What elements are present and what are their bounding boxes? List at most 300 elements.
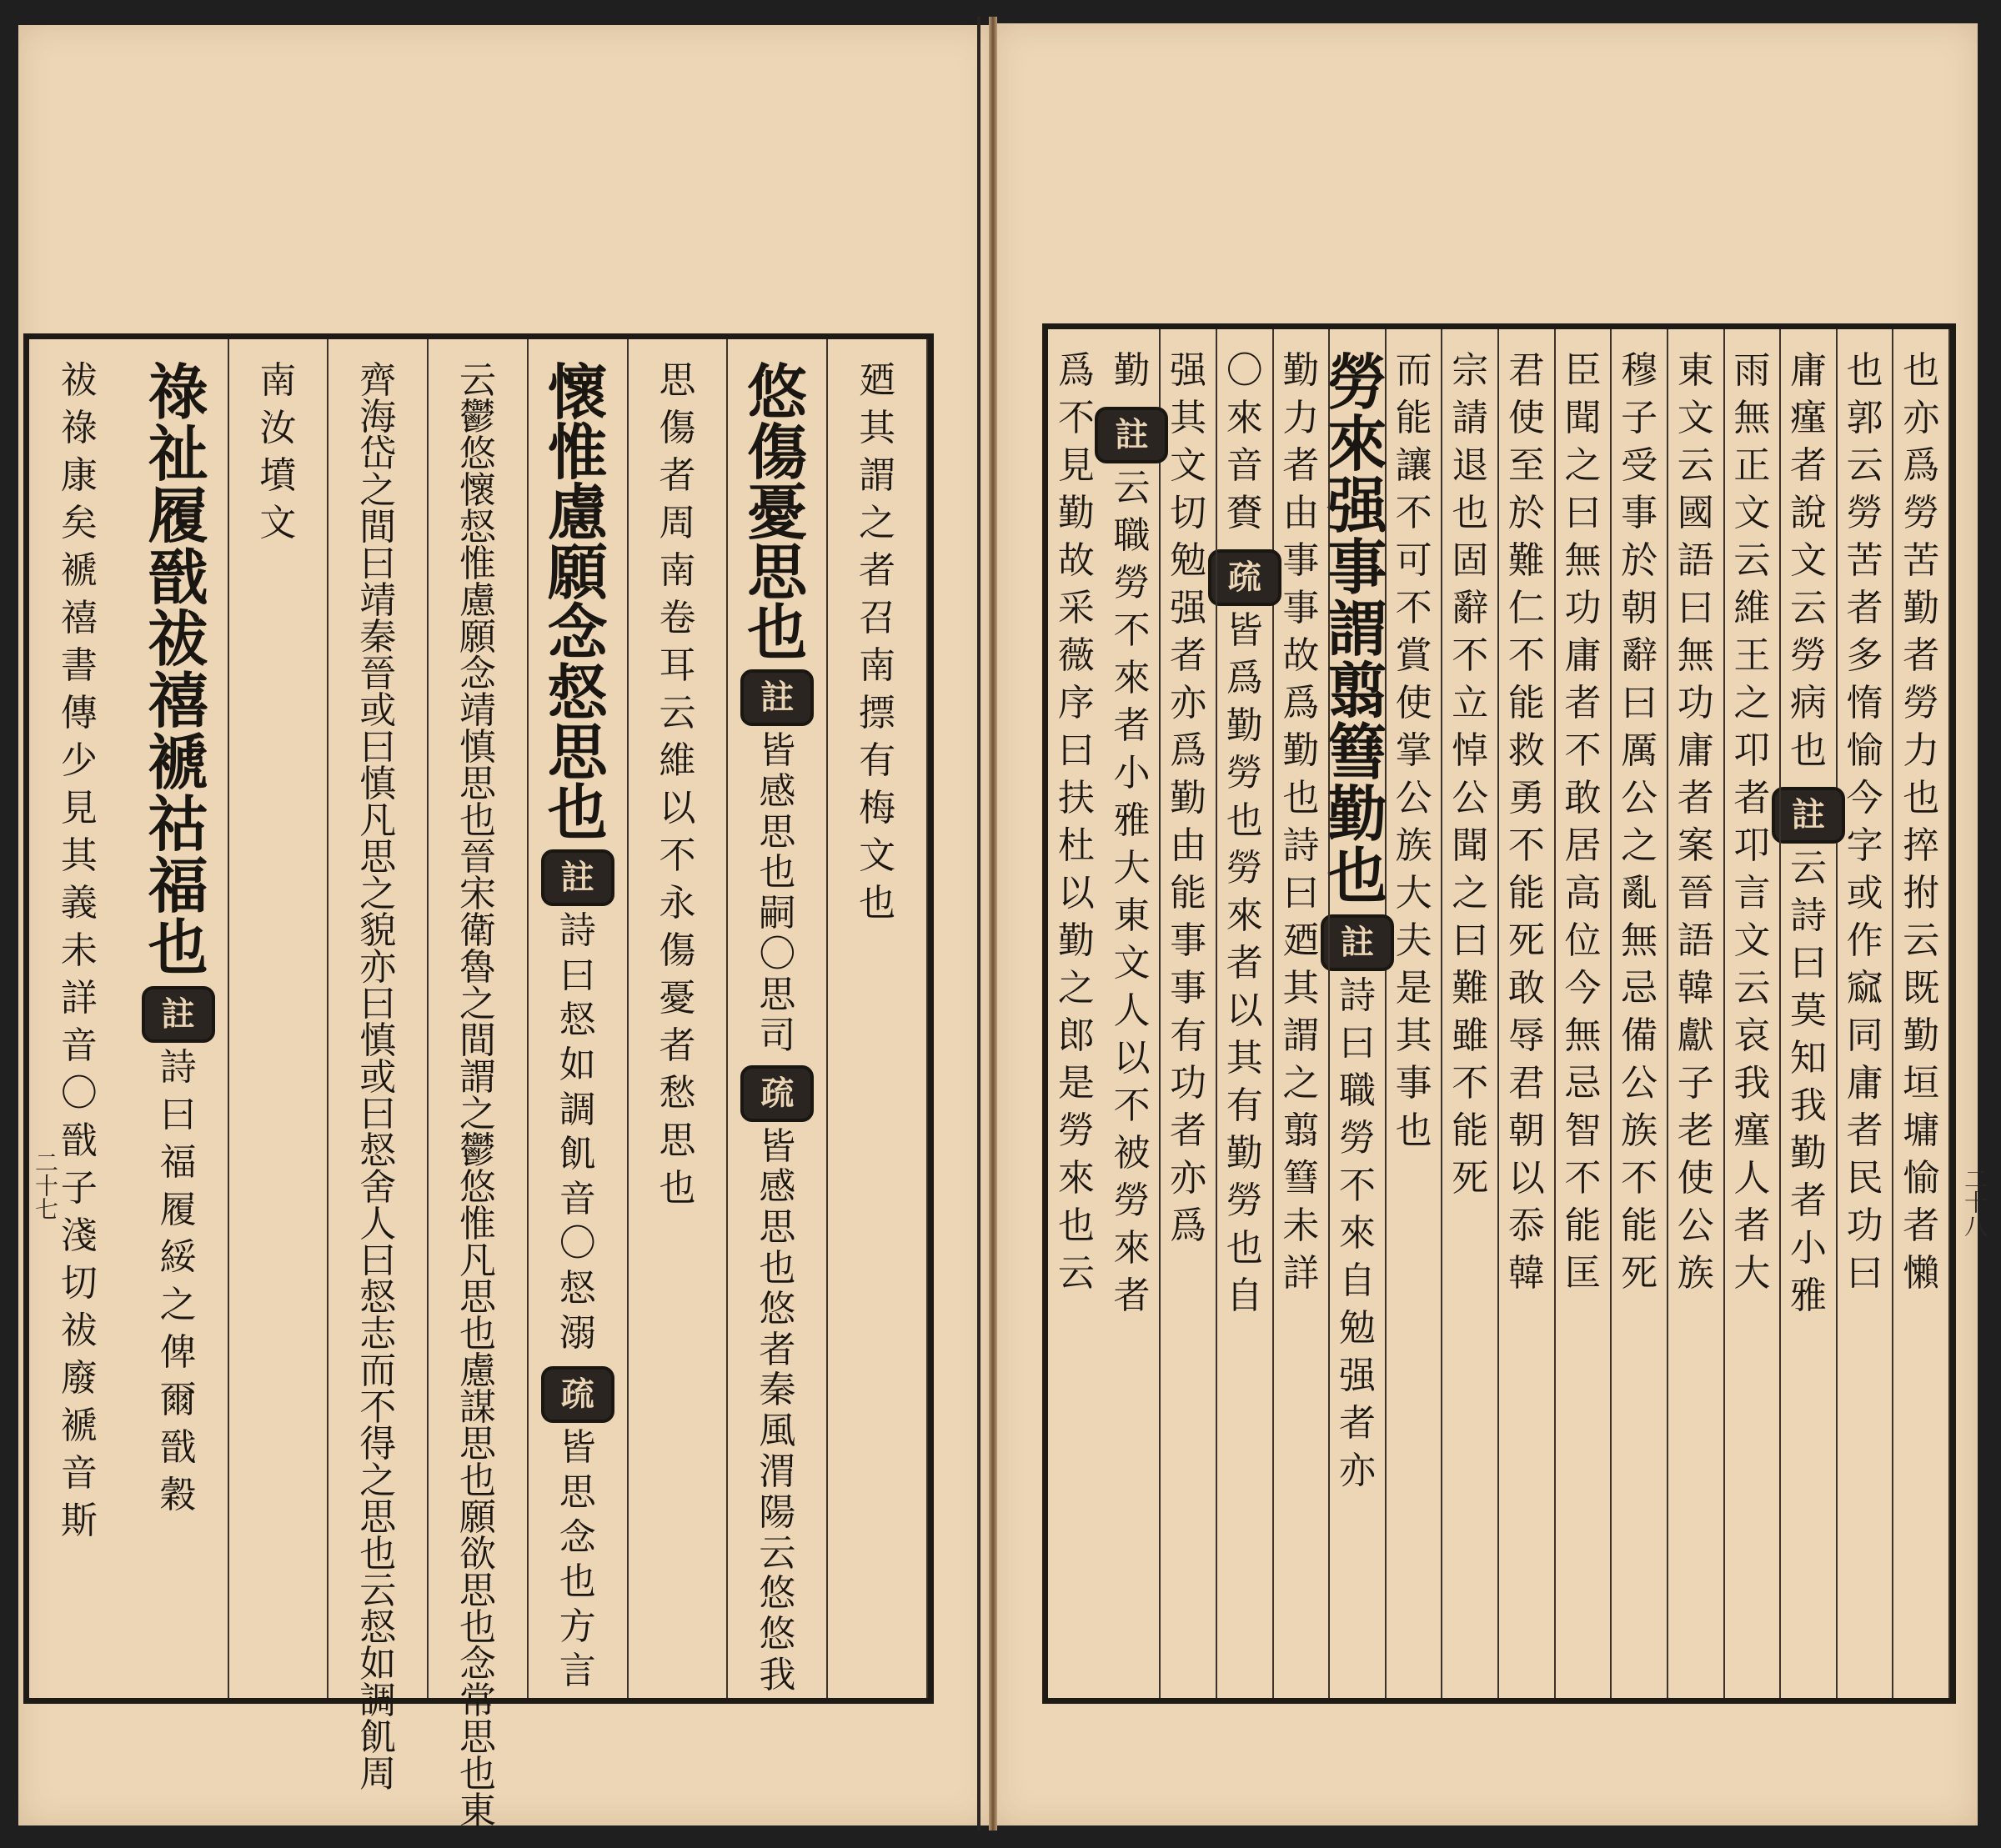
glyph: 思 (459, 1423, 496, 1465)
glyph: 間 (359, 506, 397, 548)
glyph: 者 (1226, 942, 1263, 984)
glyph: 未 (60, 929, 98, 972)
glyph: 之 (1452, 872, 1489, 914)
glyph: 篲 (1282, 1157, 1320, 1199)
glyph: 懶 (1903, 1252, 1940, 1295)
glyph: 功 (1170, 1062, 1207, 1104)
glyph: 也 (1057, 1204, 1095, 1247)
glyph: 能 (1170, 872, 1207, 914)
glyph: 爲 (1170, 1204, 1207, 1247)
glyph: 公 (1452, 777, 1489, 819)
glyph: 見 (1057, 444, 1095, 487)
glyph: 惟 (459, 543, 496, 585)
glyph: 小 (1789, 1227, 1827, 1270)
glyph: 云 (459, 359, 496, 402)
glyph: 曰 (1564, 492, 1602, 534)
glyph: 扶 (1057, 777, 1095, 819)
glyph: 小 (1113, 752, 1151, 794)
glyph: 是 (1057, 1062, 1095, 1104)
glyph: 〇 (1226, 349, 1263, 392)
glyph: 思 (459, 763, 496, 805)
glyph: 曰 (1677, 587, 1714, 629)
glyph: 强 (1170, 587, 1207, 629)
glyph: 雖 (1452, 1014, 1489, 1057)
glyph: 康 (60, 454, 98, 497)
glyph: 語 (1677, 539, 1714, 582)
glyph: 舍 (359, 1166, 397, 1209)
glyph: 戩 (60, 1119, 98, 1162)
glyph: 思 (459, 1276, 496, 1319)
glyph: 間 (459, 1019, 496, 1062)
text-column (1217, 329, 1274, 1698)
glyph: 或 (359, 689, 397, 732)
glyph: 有 (859, 739, 896, 782)
glyph: 勤 (1226, 1132, 1263, 1174)
glyph: 公 (1621, 777, 1658, 819)
glyph: 惄 (359, 1606, 397, 1649)
glyph: 也 (547, 777, 608, 848)
glyph: 得 (359, 1423, 397, 1465)
glyph: 之 (1564, 444, 1602, 487)
glyph: 方 (559, 1605, 596, 1648)
glyph: 惟 (547, 417, 608, 488)
glyph: 也 (1903, 777, 1940, 819)
glyph: 亦 (359, 946, 397, 989)
glyph: 謂 (1326, 593, 1387, 664)
glyph: 職 (1338, 1069, 1376, 1112)
glyph: 思 (547, 717, 608, 788)
glyph: 者 (1903, 634, 1940, 677)
glyph: 之 (1282, 1062, 1320, 1104)
glyph: 不 (1395, 492, 1432, 534)
glyph: 墳 (259, 454, 297, 497)
glyph: 庸 (1677, 729, 1714, 772)
text-column (1326, 329, 1387, 1698)
glyph: 之 (1621, 824, 1658, 867)
glyph: 勞 (1057, 1109, 1095, 1152)
glyph: 謂 (459, 1056, 496, 1099)
glyph: 大 (1733, 1252, 1771, 1295)
glyph: 大 (1395, 872, 1432, 914)
glyph: 曰 (359, 726, 397, 769)
glyph: 慮 (459, 579, 496, 622)
glyph: 嗣 (759, 892, 796, 935)
glyph: 不 (1621, 1157, 1658, 1199)
glyph: 作 (1846, 919, 1883, 962)
glyph: 老 (1677, 1109, 1714, 1152)
glyph: 郎 (1057, 1014, 1095, 1057)
glyph: 也 (459, 1753, 496, 1795)
glyph: 也 (1846, 349, 1883, 392)
glyph: 云 (1789, 847, 1827, 889)
glyph: 云 (1903, 919, 1940, 962)
glyph: 廼 (859, 359, 896, 402)
glyph: 亂 (1621, 872, 1658, 914)
subcommentary-marker: 疏 (541, 1366, 614, 1423)
glyph: 勞 (1903, 682, 1940, 724)
glyph: 不 (1452, 634, 1489, 677)
glyph: 君 (1507, 349, 1545, 392)
glyph: 功 (1564, 587, 1602, 629)
glyph: 敢 (1507, 967, 1545, 1009)
glyph: 詩 (1338, 974, 1376, 1017)
glyph: 云 (1733, 539, 1771, 582)
glyph: 祿 (60, 407, 98, 449)
glyph: 死 (1621, 1252, 1658, 1295)
glyph: 晉 (1677, 872, 1714, 914)
glyph: 勤 (1282, 729, 1320, 772)
glyph: 救 (1507, 729, 1545, 772)
glyph: 無 (1621, 919, 1658, 962)
glyph: 其 (60, 834, 98, 877)
glyph: 勤 (1903, 1014, 1940, 1057)
glyph: 是 (1395, 967, 1432, 1009)
glyph: 祓 (60, 1310, 98, 1352)
glyph: 者 (1338, 1402, 1376, 1445)
book-spine (989, 17, 997, 1830)
subcommentary-marker: 疏 (740, 1065, 814, 1122)
glyph: 爲 (1903, 444, 1940, 487)
glyph: 捽 (1903, 824, 1940, 867)
glyph: 人 (1733, 1157, 1771, 1199)
glyph: 卷 (659, 597, 696, 639)
glyph: 祿 (148, 357, 208, 428)
glyph: 者 (1564, 682, 1602, 724)
glyph: 由 (1170, 824, 1207, 867)
glyph: 多 (1846, 634, 1883, 677)
glyph: 念 (559, 1515, 596, 1559)
glyph: 曰 (359, 1093, 397, 1135)
glyph: 也 (1395, 1109, 1432, 1152)
glyph: 有 (1170, 1014, 1207, 1057)
glyph: 文 (859, 834, 896, 877)
glyph: 杜 (1057, 824, 1095, 867)
glyph: 曰 (359, 543, 397, 585)
glyph: 之 (159, 1284, 197, 1326)
glyph: 惄 (359, 1276, 397, 1319)
text-column (429, 339, 529, 1832)
glyph: 淺 (60, 1214, 98, 1257)
glyph: 云 (1677, 444, 1714, 487)
glyph: 晉 (459, 836, 496, 879)
glyph: 穀 (159, 1474, 197, 1516)
glyph: 音 (1226, 444, 1263, 487)
commentary-marker: 註 (142, 986, 215, 1043)
glyph: 愉 (1846, 729, 1883, 772)
text-column (828, 339, 928, 1698)
glyph: 願 (459, 1496, 496, 1539)
glyph: 念 (459, 653, 496, 695)
glyph: 於 (1621, 539, 1658, 582)
glyph: 來 (1338, 1212, 1376, 1255)
glyph: 卭 (1733, 824, 1771, 867)
glyph: 辱 (1507, 1014, 1545, 1057)
glyph: 慎 (359, 1019, 397, 1062)
glyph: 之 (359, 1460, 397, 1502)
glyph: 拊 (1903, 872, 1940, 914)
glyph: 可 (1395, 539, 1432, 582)
right-text-frame (1042, 323, 1956, 1704)
glyph: 不 (359, 1386, 397, 1429)
glyph: 之 (459, 1093, 496, 1135)
text-column (328, 339, 429, 1795)
glyph: 能 (1507, 682, 1545, 724)
text-column (1499, 329, 1556, 1698)
glyph: 思 (359, 836, 397, 879)
glyph: 亦 (1170, 1157, 1207, 1199)
glyph: 如 (559, 1043, 596, 1086)
text-column (129, 339, 229, 1698)
glyph: 爲 (1057, 349, 1095, 392)
glyph: 也 (759, 1246, 796, 1290)
glyph: 也 (659, 1167, 696, 1209)
glyph: 祓 (60, 359, 98, 402)
glyph: 請 (1452, 397, 1489, 439)
glyph: 讓 (1395, 444, 1432, 487)
glyph: 來 (1113, 657, 1151, 699)
glyph: 調 (559, 1088, 596, 1131)
glyph: 窳 (1846, 967, 1883, 1009)
glyph: 爾 (159, 1379, 197, 1421)
glyph: 願 (547, 537, 608, 608)
glyph: 翦 (1282, 1109, 1320, 1152)
glyph: 使 (1677, 1157, 1714, 1199)
glyph: 義 (60, 882, 98, 924)
glyph: 也 (1282, 777, 1320, 819)
glyph: 力 (1903, 729, 1940, 772)
glyph: 事 (1395, 1062, 1432, 1104)
glyph: 言 (559, 1650, 596, 1693)
glyph: 者 (1677, 777, 1714, 819)
glyph: 謂 (859, 454, 896, 497)
glyph: 勞 (1846, 492, 1883, 534)
glyph: 鬱 (459, 396, 496, 438)
glyph: 事 (1282, 539, 1320, 582)
glyph: 慎 (459, 726, 496, 769)
glyph: 悠 (459, 1166, 496, 1209)
glyph: 難 (1452, 967, 1489, 1009)
glyph: 祜 (148, 789, 208, 859)
glyph: 或 (359, 1056, 397, 1099)
glyph: 我 (1789, 1084, 1827, 1127)
glyph: 傷 (659, 929, 696, 972)
glyph: 詳 (1282, 1252, 1320, 1295)
glyph: 感 (759, 1165, 796, 1209)
glyph: 居 (1564, 824, 1602, 867)
glyph: 卭 (1733, 729, 1771, 772)
glyph: 慮 (459, 1350, 496, 1392)
glyph: 以 (1113, 1037, 1151, 1079)
glyph: 戩 (159, 1426, 197, 1469)
glyph: 惟 (459, 1203, 496, 1245)
glyph: 文 (1113, 942, 1151, 984)
glyph: 文 (1733, 919, 1771, 962)
glyph: 以 (1057, 872, 1095, 914)
glyph: 悠 (459, 433, 496, 475)
glyph: 不 (1338, 1164, 1376, 1207)
glyph: 被 (1113, 1132, 1151, 1174)
glyph: 者 (1789, 444, 1827, 487)
glyph: 秦 (759, 1369, 796, 1412)
glyph: 陽 (759, 1490, 796, 1534)
glyph: 仁 (1507, 587, 1545, 629)
glyph: 書 (60, 644, 98, 687)
glyph: 曰 (359, 983, 397, 1025)
glyph: 故 (1057, 539, 1095, 582)
glyph: 晉 (359, 653, 397, 695)
glyph: 來 (1226, 397, 1263, 439)
glyph: 忌 (1621, 967, 1658, 1009)
glyph: 人 (1113, 989, 1151, 1032)
glyph: 者 (1733, 1204, 1771, 1247)
glyph: 者 (1789, 1179, 1827, 1222)
glyph: 以 (659, 787, 696, 829)
glyph: 惄 (359, 1129, 397, 1172)
left-page-number: 二十七 (32, 1150, 59, 1220)
glyph: 勞 (1113, 1179, 1151, 1222)
glyph: 皆 (759, 1124, 796, 1168)
text-column (29, 339, 129, 1698)
glyph: 者 (1733, 777, 1771, 819)
glyph: 曰 (359, 1240, 397, 1282)
glyph: 國 (1677, 492, 1714, 534)
glyph: 悠 (759, 1572, 796, 1615)
glyph: 之 (459, 983, 496, 1025)
glyph: 勞 (1226, 847, 1263, 889)
glyph: 族 (1621, 1109, 1658, 1152)
glyph: 也 (1789, 729, 1827, 772)
glyph: 族 (1395, 824, 1432, 867)
glyph: 郭 (1846, 397, 1883, 439)
glyph: 賚 (1226, 492, 1263, 534)
text-column (1105, 329, 1161, 1698)
glyph: 文 (1170, 444, 1207, 487)
glyph: 掌 (1395, 729, 1432, 772)
glyph: 梅 (859, 787, 896, 829)
glyph: 念 (547, 597, 608, 668)
glyph: 惄 (547, 657, 608, 728)
text-column (1048, 329, 1105, 1698)
glyph: 切 (1170, 492, 1207, 534)
glyph: 穆 (1621, 349, 1658, 392)
text-column (529, 339, 629, 1698)
text-column (1668, 329, 1725, 1698)
glyph: 使 (1395, 682, 1432, 724)
glyph: 之 (359, 873, 397, 915)
glyph: 其 (1170, 397, 1207, 439)
glyph: 也 (859, 882, 896, 924)
glyph: 者 (1282, 444, 1320, 487)
glyph: 事 (1170, 919, 1207, 962)
glyph: 傷 (659, 407, 696, 449)
glyph: 悼 (1452, 729, 1489, 772)
glyph: 使 (1507, 397, 1545, 439)
glyph: 愉 (1903, 1157, 1940, 1199)
glyph: 爲 (1282, 682, 1320, 724)
glyph: 勇 (1507, 777, 1545, 819)
glyph: 志 (359, 1313, 397, 1355)
glyph: 俾 (159, 1331, 197, 1374)
glyph: 思 (759, 973, 796, 1016)
glyph: 勤 (1113, 349, 1151, 392)
glyph: 亦 (1903, 397, 1940, 439)
glyph: 事 (1282, 587, 1320, 629)
glyph: 也 (459, 1460, 496, 1502)
glyph: 東 (459, 1790, 496, 1832)
glyph: 思 (659, 359, 696, 402)
glyph: 皆 (559, 1426, 596, 1470)
glyph: 功 (1677, 682, 1714, 724)
glyph: 哀 (1733, 1014, 1771, 1057)
text-column (1442, 329, 1499, 1698)
glyph: 事 (1621, 492, 1658, 534)
glyph: 位 (1564, 919, 1602, 962)
glyph: 今 (1846, 777, 1883, 819)
glyph: 不 (1113, 1084, 1151, 1127)
glyph: 朝 (1621, 587, 1658, 629)
glyph: 者 (659, 1024, 696, 1067)
glyph: 曰 (1789, 942, 1827, 984)
glyph: 勞 (1338, 1117, 1376, 1159)
glyph: 懷 (547, 357, 608, 428)
glyph: 莫 (1789, 989, 1827, 1032)
glyph: 雅 (1789, 1275, 1827, 1317)
glyph: 文 (1733, 492, 1771, 534)
glyph: 由 (1282, 492, 1320, 534)
glyph: 勞 (1226, 1179, 1263, 1222)
glyph: 〇 (759, 933, 796, 976)
glyph: 斯 (60, 1500, 98, 1542)
glyph: 矣 (60, 502, 98, 544)
glyph: 雅 (1113, 799, 1151, 842)
glyph: 岱 (359, 433, 397, 475)
glyph: 靖 (359, 579, 397, 622)
glyph: 功 (1846, 1204, 1883, 1247)
glyph: 綏 (159, 1236, 197, 1279)
glyph: 來 (1113, 1227, 1151, 1270)
glyph: 固 (1452, 539, 1489, 582)
glyph: 貌 (359, 909, 397, 952)
glyph: 序 (1057, 682, 1095, 724)
glyph: 文 (1789, 539, 1827, 582)
glyph: 至 (1507, 444, 1545, 487)
glyph: 不 (1507, 824, 1545, 867)
glyph: 不 (659, 834, 696, 877)
glyph: 如 (359, 1643, 397, 1685)
glyph: 勞 (1226, 752, 1263, 794)
glyph: 惰 (1846, 682, 1883, 724)
glyph: 永 (659, 882, 696, 924)
glyph: 勞 (1326, 347, 1387, 418)
left-text-frame (23, 333, 934, 1832)
glyph: 庸 (1789, 349, 1827, 392)
glyph: 也 (747, 597, 808, 668)
glyph: 也 (459, 1606, 496, 1649)
glyph: 〇 (559, 1222, 596, 1265)
text-column (1161, 329, 1217, 1698)
glyph: 庸 (1564, 634, 1602, 677)
glyph: 謂 (1282, 1014, 1320, 1057)
glyph: 能 (1452, 1109, 1489, 1152)
glyph: 韓 (1507, 1252, 1545, 1295)
glyph: 忌 (1564, 1062, 1602, 1104)
glyph: 其 (1226, 1037, 1263, 1079)
glyph: 調 (359, 1680, 397, 1722)
glyph: 今 (1564, 967, 1602, 1009)
glyph: 公 (1395, 777, 1432, 819)
text-column (229, 339, 329, 1698)
glyph: 詩 (559, 909, 596, 952)
